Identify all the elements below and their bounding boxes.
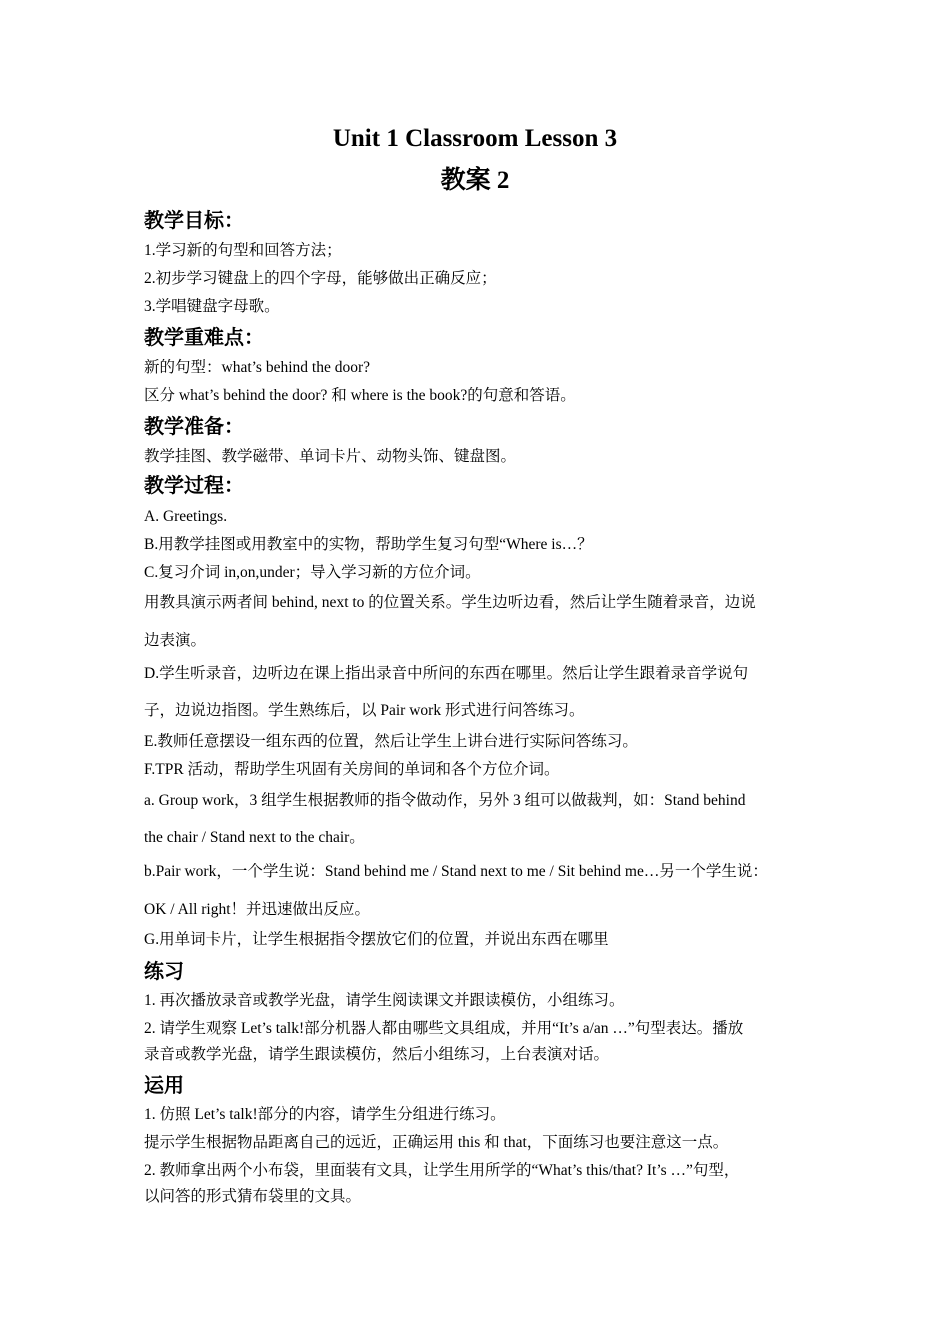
section-heading-process: 教学过程：	[144, 473, 244, 497]
practice-line: 2. 请学生观察 Let’s talk!部分机器人都由哪些文具组成，并用“It’s a/an …”句型表达。播放	[144, 1020, 744, 1037]
process-line: A. Greetings.	[144, 508, 228, 525]
application-line: 2. 教师拿出两个小布袋，里面装有文具，让学生用所学的“What’s this/that? It’s …”句型，	[144, 1162, 740, 1179]
application-line: 提示学生根据物品距离自己的远近，正确运用 this 和 that，下面练习也要注意这一点。	[144, 1134, 729, 1151]
objectives-line: 1.学习新的句型和回答方法；	[144, 242, 342, 259]
process-line: the chair / Stand next to the chair。	[144, 829, 365, 846]
key-points-line: 区分 what’s behind the door? 和 where is the book?的句意和答语。	[144, 387, 576, 404]
section-heading-practice: 练习	[144, 959, 184, 983]
objectives-line: 3.学唱键盘字母歌。	[144, 298, 280, 315]
process-line: OK / All right！并迅速做出反应。	[144, 901, 371, 918]
key-points-line: 新的句型：what’s behind the door?	[144, 359, 371, 376]
process-line: E.教师任意摆设一组东西的位置，然后让学生上讲台进行实际问答练习。	[144, 733, 638, 750]
process-line: 用教具演示两者间 behind, next to 的位置关系。学生边听边看，然后让学生随着录音，边说	[144, 594, 756, 611]
section-heading-preparation: 教学准备：	[144, 414, 244, 438]
process-line: 边表演。	[144, 632, 207, 649]
document-subtitle: 教案 2	[440, 167, 510, 194]
process-line: G.用单词卡片，让学生根据指令摆放它们的位置，并说出东西在哪里	[144, 931, 609, 948]
application-line: 1. 仿照 Let’s talk!部分的内容，请学生分组进行练习。	[144, 1106, 506, 1123]
process-line: B.用教学挂图或用教室中的实物，帮助学生复习句型“Where is…？	[144, 536, 593, 553]
practice-line: 录音或教学光盘，请学生跟读模仿，然后小组练习，上台表演对话。	[144, 1046, 610, 1063]
section-heading-objectives: 教学目标：	[144, 208, 244, 232]
section-heading-key-points: 教学重难点：	[144, 325, 264, 349]
process-line: b.Pair work，一个学生说：Stand behind me / Stand next to me / Sit behind me…另一个学生说：	[144, 863, 768, 880]
process-line: C.复习介词 in,on,under；导入学习新的方位介词。	[144, 564, 481, 581]
process-line: 子，边说边指图。学生熟练后，以 Pair work 形式进行问答练习。	[144, 702, 585, 719]
preparation-line: 教学挂图、教学磁带、单词卡片、动物头饰、键盘图。	[144, 448, 517, 465]
process-line: D.学生听录音，边听边在课上指出录音中所问的东西在哪里。然后让学生跟着录音学说句	[144, 665, 749, 682]
process-line: a. Group work，3 组学生根据教师的指令做动作，另外 3 组可以做裁判，如：Stand behind	[144, 792, 746, 809]
document-title: Unit 1 Classroom Lesson 3	[332, 125, 618, 152]
section-heading-application: 运用	[144, 1073, 184, 1097]
process-line: F.TPR 活动，帮助学生巩固有关房间的单词和各个方位介词。	[144, 761, 560, 778]
objectives-line: 2.初步学习键盘上的四个字母，能够做出正确反应；	[144, 270, 497, 287]
application-line: 以问答的形式猜布袋里的文具。	[144, 1188, 362, 1205]
practice-line: 1. 再次播放录音或教学光盘，请学生阅读课文并跟读模仿，小组练习。	[144, 992, 625, 1009]
